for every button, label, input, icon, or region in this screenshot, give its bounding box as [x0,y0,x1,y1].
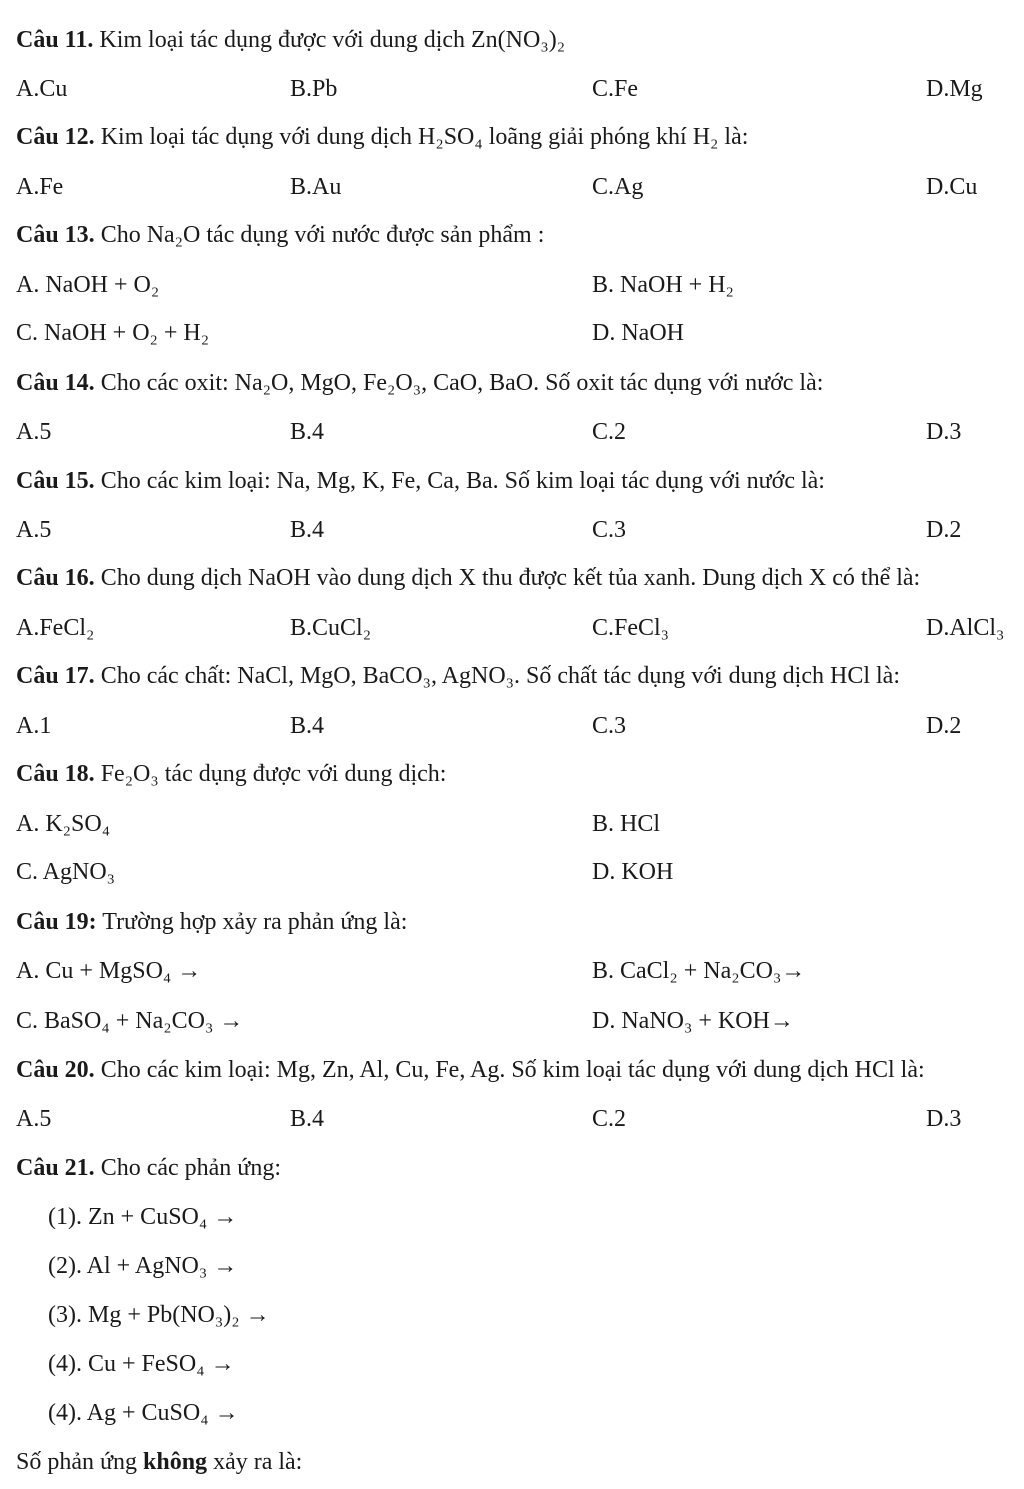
option-d: D. NaNO₃ + KOH→ [592,1008,794,1034]
option-a: A. K₂SO₄ [16,811,111,837]
question-18 [16,759,446,789]
option-b: B. CaCl₂ + Na₂CO₃→ [592,958,806,984]
question-text: Cho các kim loại: Mg, Zn, Al, Cu, Fe, Ag. Số kim loại tác dụng với dung dịch HCl là: [100,1057,925,1083]
option-b: B.4 [290,419,325,445]
reaction-4: (4). Cu + FeSO₄ → [48,1351,235,1377]
question-text: Cho các phản ứng: [100,1155,281,1181]
question-label: Câu 20. [16,1057,95,1083]
option-d: D. KOH [592,859,674,885]
question-label: Câu 14. [16,370,95,396]
option-a: A. Cu + MgSO₄ → [16,958,202,984]
option-b: B. NaOH + H₂ [592,272,734,298]
option-b: B.4 [290,713,325,739]
question-label: Câu 13. [16,222,95,248]
option-c: C.FeCl₃ [592,615,670,641]
question-21 [16,1153,281,1183]
option-a: A.Fe [16,174,64,200]
option-d: D.2 [926,713,962,739]
question-label: Câu 17. [16,663,95,689]
closing-text-end: xảy ra là: [213,1449,303,1475]
question-text: Kim loại tác dụng với dung dịch H₂SO₄ loãng giải phóng khí H₂ là: [100,124,749,150]
option-a: A.5 [16,517,52,543]
question-label: Câu 18. [16,761,95,787]
question-label: Câu 16. [16,565,95,591]
option-a: A. NaOH + O₂ [16,272,160,298]
option-b: B.4 [290,517,325,543]
option-c: C. AgNO₃ [16,859,116,885]
closing-text-start: Số phản ứng [16,1449,138,1475]
option-c: C.3 [592,713,627,739]
option-d: D.2 [926,517,962,543]
option-c: C.Ag [592,174,644,200]
question-text: Cho các oxit: Na₂O, MgO, Fe₂O₃, CaO, BaO. Số oxit tác dụng với nước là: [100,370,824,396]
question-text: Cho các chất: NaCl, MgO, BaCO₃, AgNO₃. Số chất tác dụng với dung dịch HCl là: [100,663,900,689]
option-b: B.Au [290,174,342,200]
question-12 [16,122,748,152]
option-a: A.Cu [16,76,68,102]
reaction-2: (2). Al + AgNO₃ → [48,1253,238,1279]
option-c: C.Fe [592,76,639,102]
option-c: C.2 [592,1106,627,1132]
option-b: B.CuCl₂ [290,615,372,641]
question-label: Câu 12. [16,124,95,150]
closing-text-emphasis: không [143,1449,208,1475]
question-15 [16,466,825,496]
option-d: D.3 [926,419,962,445]
reaction-1: (1). Zn + CuSO₄ → [48,1204,238,1230]
option-c: C.2 [592,419,627,445]
question-11 [16,25,565,55]
question-text: Cho các kim loại: Na, Mg, K, Fe, Ca, Ba. Số kim loại tác dụng với nước là: [100,468,825,494]
option-d: D.Mg [926,76,983,102]
option-c: C. BaSO₄ + Na₂CO₃ → [16,1008,244,1034]
option-a: A.5 [16,1106,52,1132]
question-label: Câu 15. [16,468,95,494]
question-label: Câu 21. [16,1155,95,1181]
option-a: A.5 [16,419,52,445]
question-21-closing [16,1447,302,1477]
reaction-3: (3). Mg + Pb(NO₃)₂ → [48,1302,270,1328]
option-d: D. NaOH [592,320,684,346]
option-d: D.AlCl₃ [926,615,1005,641]
question-19 [16,907,407,937]
question-text: Kim loại tác dụng được với dung dịch Zn(NO₃)₂ [99,27,566,53]
reaction-5: (4). Ag + CuSO₄ → [48,1400,239,1426]
option-b: B.4 [290,1106,325,1132]
question-14 [16,368,823,398]
question-text: Fe₂O₃ tác dụng được với dung dịch: [100,761,447,787]
question-17 [16,661,900,691]
option-a: A.FeCl₂ [16,615,95,641]
option-c: C. NaOH + O₂ + H₂ [16,320,210,346]
question-13 [16,220,544,250]
question-text: Trường hợp xảy ra phản ứng là: [102,909,408,935]
option-b: B.Pb [290,76,338,102]
option-c: C.3 [592,517,627,543]
question-text: Cho Na₂O tác dụng với nước được sản phẩm : [100,222,545,248]
question-16 [16,563,920,593]
question-label: Câu 11. [16,27,94,53]
option-b: B. HCl [592,811,661,837]
option-d: D.3 [926,1106,962,1132]
option-d: D.Cu [926,174,978,200]
question-20 [16,1055,925,1085]
question-label: Câu 19: [16,909,97,935]
question-text: Cho dung dịch NaOH vào dung dịch X thu được kết tủa xanh. Dung dịch X có thể là: [100,565,921,591]
option-a: A.1 [16,713,52,739]
